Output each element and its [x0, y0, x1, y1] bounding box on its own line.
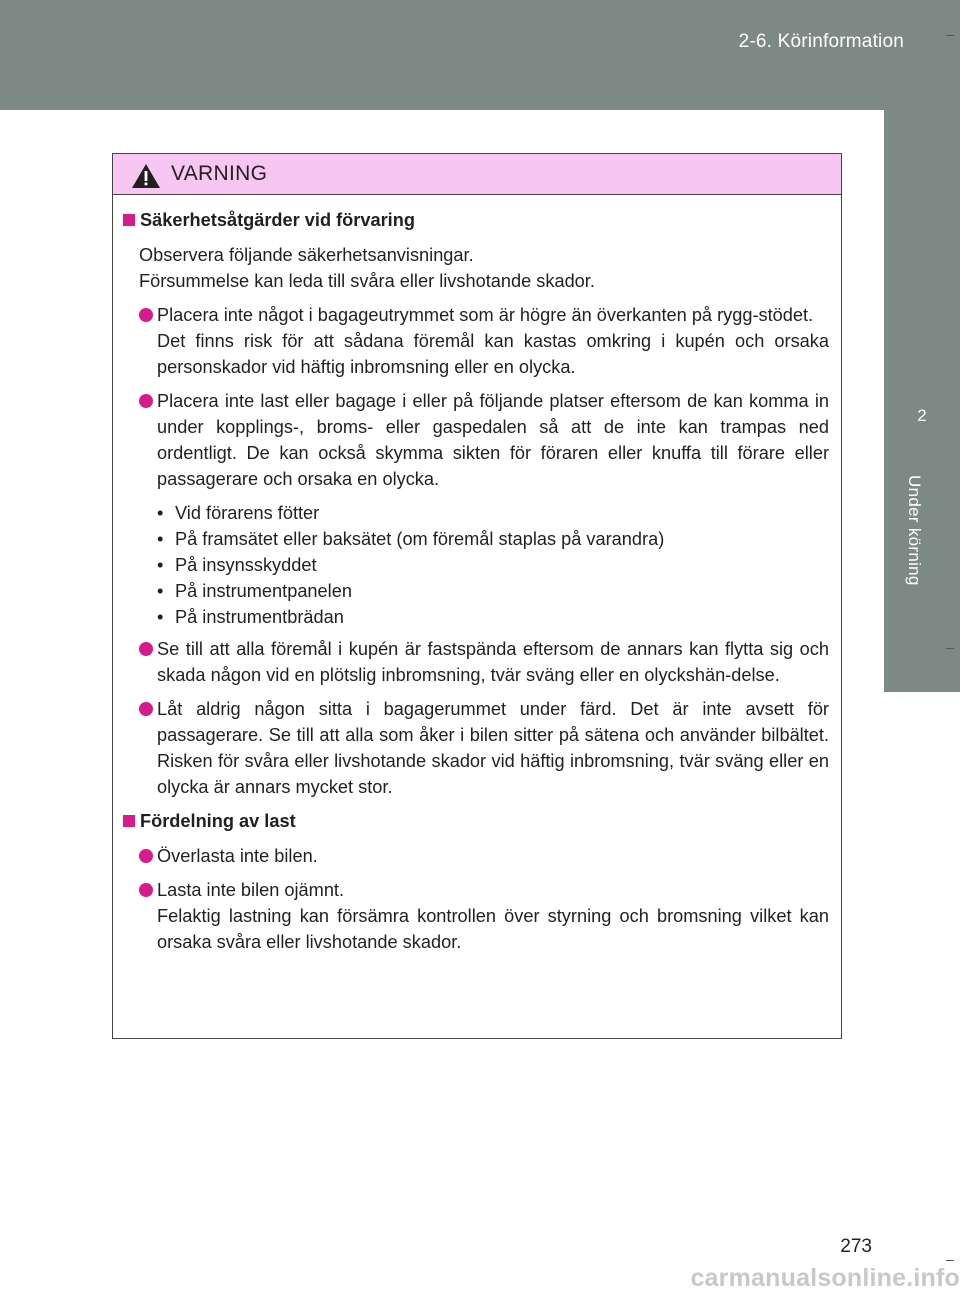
square-bullet-icon: [123, 815, 135, 827]
sub-list-item: • På instrumentbrädan: [157, 607, 344, 627]
list-item: Lasta inte bilen ojämnt. Felaktig lastning kan försämra kontrollen över styrning och bromsning vilket kan orsaka svåra eller livshotande skador.: [123, 877, 829, 955]
list-item: Placera inte något i bagageutrymmet som är högre än överkanten på rygg-stödet. Det finns risk för att sådana föremål kan kastas omkring i kupén och orsaka personskador vid häftig inbromsning eller en olycka.: [123, 302, 829, 380]
list-item: Placera inte last eller bagage i eller på följande platser eftersom de kan komma in under kopplings-, broms- eller gaspedalen så att de inte kan trampas ned ordentligt. De kan också skymma sikten för föraren eller knuffa till förare eller passagerare och orsaka en olycka.: [123, 388, 829, 492]
sub-list: [123, 500, 829, 630]
circle-bullet-icon: [139, 642, 153, 656]
page-number: 273: [840, 1236, 872, 1257]
intro-paragraph: Observera följande säkerhetsanvisningar. Försummelse kan leda till svåra eller livshotande skador.: [139, 245, 595, 291]
circle-bullet-icon: [139, 308, 153, 322]
warning-triangle-icon: [131, 163, 161, 189]
chapter-number: 2: [917, 406, 927, 425]
crop-mark: [946, 648, 954, 649]
circle-bullet-icon: [139, 702, 153, 716]
crop-mark: [946, 35, 954, 36]
list-item: Se till att alla föremål i kupén är fastspända eftersom de annars kan flytta sig och skada någon vid en plötslig inbromsning, tvär sväng eller en olyckshän-delse.: [123, 636, 829, 688]
watermark: carmanualsonline.info: [690, 1264, 960, 1292]
chapter-tab: [884, 110, 960, 1300]
warning-content: [113, 195, 841, 955]
warning-box: [112, 153, 842, 1039]
chapter-label: Under körning: [905, 475, 924, 586]
circle-bullet-icon: [139, 849, 153, 863]
section-title: 2-6. Körinformation: [738, 31, 904, 52]
sub-list-item: • På insynsskyddet: [157, 555, 317, 575]
section-heading: Säkerhetsåtgärder vid förvaring: [123, 207, 829, 233]
sub-list-item: • På instrumentpanelen: [157, 581, 352, 601]
section-heading: Fördelning av last: [123, 808, 829, 834]
circle-bullet-icon: [139, 394, 153, 408]
sub-list-item: • På framsätet eller baksätet (om föremål staplas på varandra): [157, 529, 665, 549]
circle-bullet-icon: [139, 883, 153, 897]
chapter-tab-upper: [884, 110, 960, 372]
warning-header: [113, 154, 841, 195]
list-item: Överlasta inte bilen.: [123, 843, 829, 869]
warning-title: VARNING: [171, 162, 268, 185]
sub-list-item: • Vid förarens fötter: [157, 503, 320, 523]
page-header: [0, 0, 960, 110]
list-item: Låt aldrig någon sitta i bagagerummet under färd. Det är inte avsett för passagerare. Se till att alla som åker i bilen sitter på sätena och använder bilbältet. Risken för svåra eller livshotande skador vid häftig inbromsning, tvär sväng eller en olycka är annars mycket stor.: [123, 696, 829, 800]
square-bullet-icon: [123, 214, 135, 226]
crop-mark: [946, 1260, 954, 1261]
